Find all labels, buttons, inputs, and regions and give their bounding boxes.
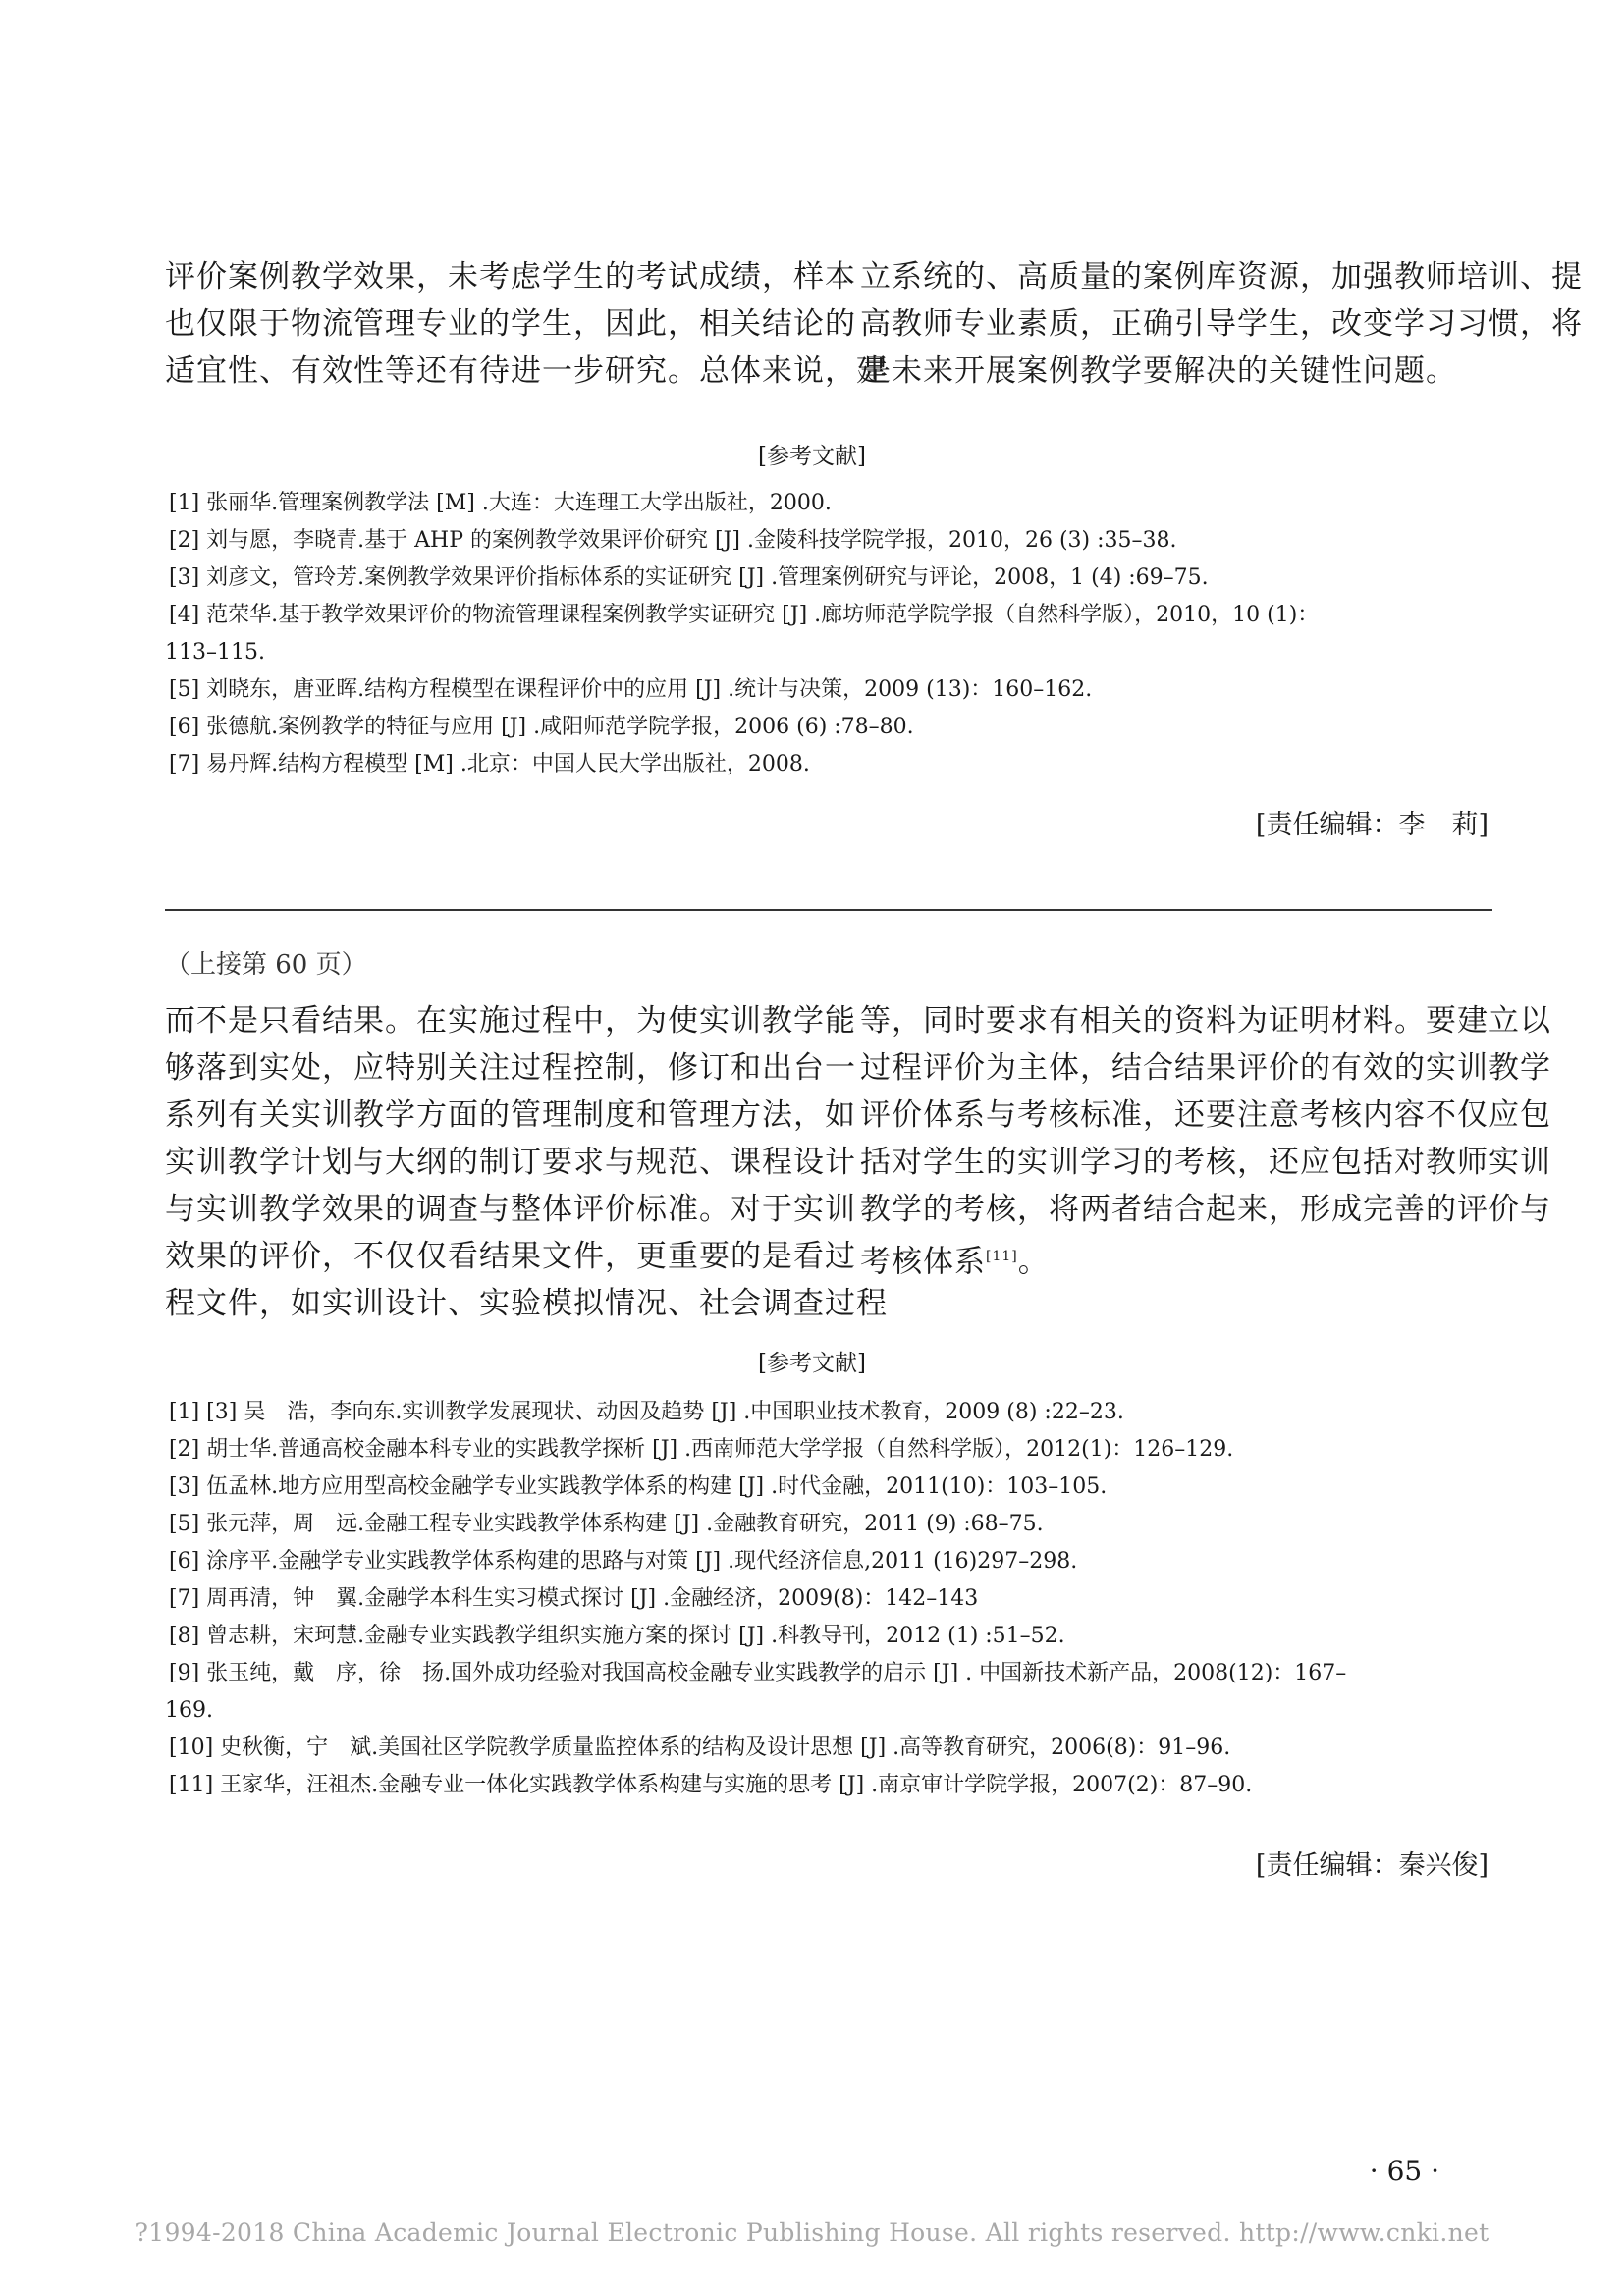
body-line: 而不是只看结果。在实施过程中，为使实训教学能: [165, 1003, 856, 1039]
body-line: 实训教学计划与大纲的制订要求与规范、课程设计: [165, 1145, 856, 1180]
reference-item-continuation: 169.: [165, 1698, 213, 1723]
reference-item: [2] 胡士华.普通高校金融本科专业的实践教学探析 [J] .西南师范大学学报（自然科学版），2012(1)：126–129.: [169, 1437, 1234, 1462]
reference-item: [3] 刘彦文，管玲芳.案例教学效果评价指标体系的实证研究 [J] .管理案例研究与评论，2008，1 (4) :69–75.: [169, 565, 1209, 590]
reference-item: [10] 史秋衡，宁 斌.美国社区学院教学质量监控体系的结构及设计思想 [J] .高等教育研究，2006(8)：91–96.: [169, 1735, 1231, 1760]
body-line: 效果的评价，不仅仅看结果文件，更重要的是看过: [165, 1239, 856, 1274]
section1-left-column: [165, 253, 888, 395]
reference-item: [7] 易丹辉.结构方程模型 [M] .北京：中国人民大学出版社，2008.: [169, 752, 810, 776]
body-line: 教学的考核，将两者结合起来，形成完善的评价与: [860, 1192, 1551, 1227]
reference-item: [9] 张玉纯，戴 序，徐 扬.国外成功经验对我国高校金融专业实践教学的启示 [J] . 中国新技术新产品，2008(12)：167–: [169, 1661, 1347, 1685]
responsible-editor: [责任编辑：李 莉]: [1255, 810, 1489, 840]
reference-item: [6] 涂序平.金融学专业实践教学体系构建的思路与对策 [J] .现代经济信息,2011 (16)297–298.: [169, 1549, 1078, 1574]
reference-item: [2] 刘与愿，李晓青.基于 AHP 的案例教学效果评价研究 [J] .金陵科技学院学报，2010，26 (3) :35–38.: [169, 528, 1177, 553]
body-line: 也仅限于物流管理专业的学生，因此，相关结论的: [165, 306, 856, 342]
body-line: 等，同时要求有相关的资料为证明材料。要建立以: [860, 1003, 1551, 1039]
reference-item-continuation: 113–115.: [165, 640, 265, 665]
references-list: [165, 1394, 1500, 1804]
reference-item: [7] 周再清，钟 翼.金融学本科生实习模式探讨 [J] .金融经济，2009(8)：142–143: [169, 1586, 979, 1611]
body-line: 考核体系[11]。: [860, 1244, 1050, 1280]
body-line: 是未来开展案例教学要解决的关键性问题。: [860, 353, 1457, 389]
body-line: 程文件，如实训设计、实验模拟情况、社会调查过程: [165, 1286, 888, 1321]
body-line: 括对学生的实训学习的考核，还应包括对教师实训: [860, 1145, 1551, 1180]
reference-item: [6] 张德航.案例教学的特征与应用 [J] .咸阳师范学院学报，2006 (6) :78–80.: [169, 715, 914, 739]
reference-item: [3] 伍孟林.地方应用型高校金融学专业实践教学体系的构建 [J] .时代金融，2011(10)：103–105.: [169, 1474, 1108, 1499]
continued-from-note: （上接第 60 页）: [165, 950, 367, 980]
responsible-editor: [责任编辑：秦兴俊]: [1255, 1850, 1489, 1881]
body-line: 过程评价为主体，结合结果评价的有效的实训教学: [860, 1050, 1551, 1086]
reference-item: [11] 王家华，汪祖杰.金融专业一体化实践教学体系构建与实施的思考 [J] .南京审计学院学报，2007(2)：87–90.: [169, 1773, 1253, 1797]
body-line: 高教师专业素质，正确引导学生，改变学习习惯，将: [860, 306, 1583, 342]
references-heading: [参考文献]: [758, 1351, 866, 1376]
body-line: 评价体系与考核标准，还要注意考核内容不仅应包: [860, 1097, 1551, 1133]
section1-right-column: [860, 253, 1583, 395]
references-heading: [参考文献]: [758, 444, 866, 469]
reference-item: [1] [3] 吴 浩，李向东.实训教学发展现状、动因及趋势 [J] .中国职业技术教育，2009 (8) :22–23.: [169, 1400, 1124, 1424]
references-list: [165, 485, 1500, 783]
reference-item: [4] 范荣华.基于教学效果评价的物流管理课程案例教学实证研究 [J] .廊坊师范学院学报（自然科学版），2010，10 (1)：: [169, 603, 1320, 627]
reference-item: [5] 张元萍，周 远.金融工程专业实践教学体系构建 [J] .金融教育研究，2011 (9) :68–75.: [169, 1512, 1044, 1536]
body-line: 评价案例教学效果，未考虑学生的考试成绩，样本: [165, 259, 856, 294]
citation-superscript: [11]: [986, 1249, 1018, 1264]
body-line: 与实训教学效果的调查与整体评价标准。对于实训: [165, 1192, 856, 1227]
reference-item: [5] 刘晓东，唐亚晖.结构方程模型在课程评价中的应用 [J] .统计与决策，2009 (13)：160–162.: [169, 677, 1093, 702]
section2-left-column: [165, 997, 888, 1327]
body-line: 够落到实处，应特别关注过程控制，修订和出台一: [165, 1050, 856, 1086]
body-line: 适宜性、有效性等还有待进一步研究。总体来说，建: [165, 353, 888, 389]
section-divider: [165, 909, 1492, 911]
body-line: 系列有关实训教学方面的管理制度和管理方法，如: [165, 1097, 856, 1133]
reference-item: [8] 曾志耕，宋珂慧.金融专业实践教学组织实施方案的探讨 [J] .科教导刊，2012 (1) :51–52.: [169, 1624, 1065, 1648]
reference-item: [1] 张丽华.管理案例教学法 [M] .大连：大连理工大学出版社，2000.: [169, 491, 832, 515]
page-number: · 65 ·: [1369, 2155, 1439, 2187]
copyright-footer: ?1994-2018 China Academic Journal Electronic Publishing House. All rights reserved. http://www.cnki.net: [135, 2218, 1489, 2247]
section2-right-column: [860, 997, 1551, 1285]
body-line: 立系统的、高质量的案例库资源，加强教师培训、提: [860, 259, 1583, 294]
